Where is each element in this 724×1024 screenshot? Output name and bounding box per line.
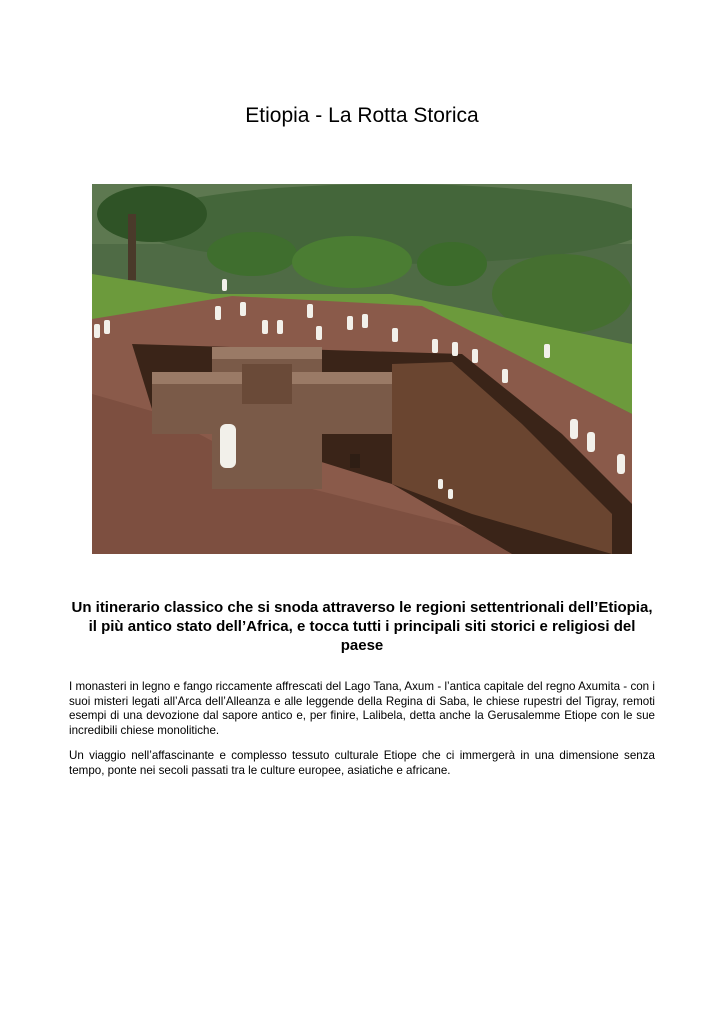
- paragraph-journey: Un viaggio nell’affascinante e complesso tessuto culturale Etiope che ci immergerà in una dimensione senza tempo, ponte nei secoli passati tra le culture europee, asiatiche e africane.: [69, 749, 655, 777]
- subtitle: Un itinerario classico che si snoda attraverso le regioni settentrionali dell’Etiopia, il più antico stato dell’Africa, e tocca tutti i principali siti storici e religiosi del paese: [71, 599, 653, 654]
- church-photo: [92, 184, 632, 554]
- paragraph-intro: I monasteri in legno e fango riccamente affrescati del Lago Tana, Axum - l’antica capitale del regno Axumita - con i suoi misteri legati all’Arca dell’Alleanza e alle leggende della Regina di Saba, le chiese rupestri del Tigray, remoti esempi di una devozione dal sapore antico e, per finire, Lalibela, detta anche la Gerusalemme Etiope con le sue incredibili chiese monolitiche.: [69, 680, 655, 737]
- page-title: Etiopia - La Rotta Storica: [245, 104, 479, 127]
